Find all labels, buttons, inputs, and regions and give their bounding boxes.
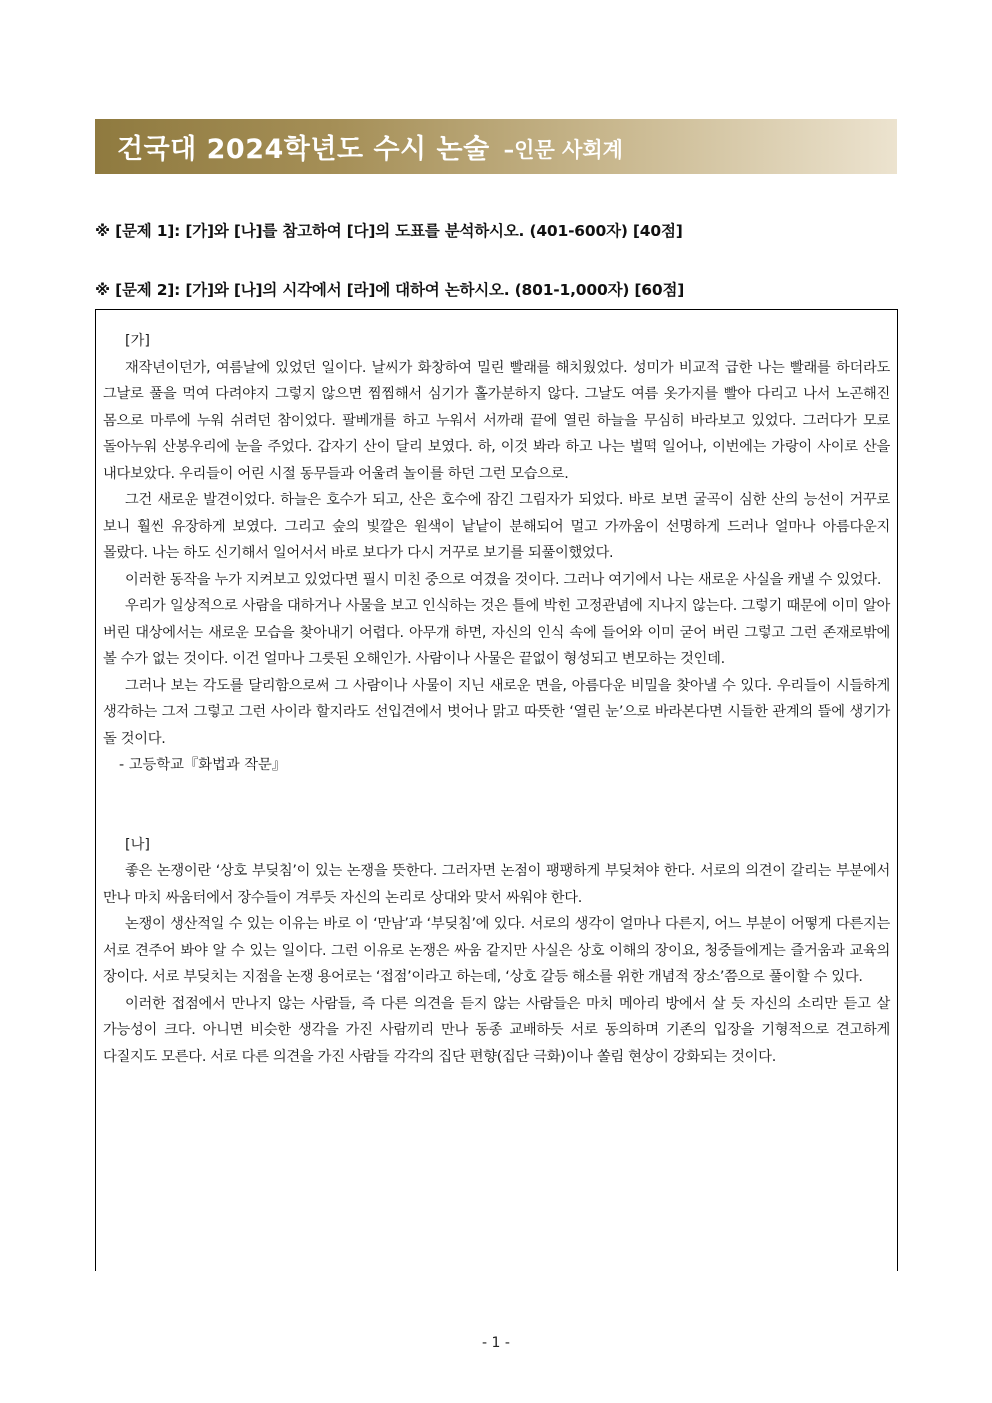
passage-ga-paragraph: 그러나 보는 각도를 달리함으로써 그 사람이나 사물이 지닌 새로운 면을, 아름다운 비밀을 찾아낼 수 있다. 우리들이 시들하게 생각하는 그저 그렇고 그런 사이라 할지라도 선입견에서 벗어나 맑고 따뜻한 ‘열린 눈’으로 바라본다면 시들한 관계의 뜰에 생기가 돌 것이다.	[103, 677, 890, 747]
document-title: 건국대 2024학년도 수시 논술	[117, 134, 490, 165]
passage-content	[103, 328, 890, 1070]
question-2: ※ [문제 2]: [가]와 [나]의 시각에서 [라]에 대하여 논하시오. (801-1,000자) [60점]	[95, 281, 685, 299]
section-gap	[103, 779, 890, 832]
passage-ga-paragraph: 우리가 일상적으로 사람을 대하거나 사물을 보고 인식하는 것은 틀에 박힌 고정관념에 지나지 않는다. 그렇기 때문에 이미 알아 버린 대상에서는 새로운 모습을 찾아내기 어렵다. 아무개 하면, 자신의 인식 속에 들어와 이미 굳어 버린 그렇고 그런 존재로밖에 볼 수가 없는 것이다. 이건 얼마나 그릇된 오해인가. 사람이나 사물은 끝없이 형성되고 변모하는 것인데.	[103, 598, 890, 667]
passage-na-label: [나]	[125, 836, 150, 853]
title-banner	[95, 119, 897, 174]
passage-na-paragraph: 이러한 접점에서 만나지 않는 사람들, 즉 다른 의견을 듣지 않는 사람들은 마치 메아리 방에서 살 듯 자신의 소리만 듣고 살 가능성이 크다. 아니면 비슷한 생각을 가진 사람끼리 만나 동종 교배하듯 서로 동의하며 기존의 입장을 기형적으로 견고하게 다질지도 모른다. 서로 다른 의견을 가진 사람들 각각의 집단 편향(집단 극화)이나 쏠림 현상이 강화되는 것이다.	[103, 995, 890, 1065]
passage-na-paragraph: 논쟁이 생산적일 수 있는 이유는 바로 이 ‘만남’과 ‘부딪침’에 있다. 서로의 생각이 얼마나 다른지, 어느 부분이 어떻게 다른지는 서로 견주어 봐야 알 수 있는 일이다. 그런 이유로 논쟁은 싸움 같지만 사실은 상호 이해의 장이요, 청중들에게는 즐거움과 교육의 장이다. 서로 부딪치는 지점을 논쟁 용어로는 ‘접점’이라고 하는데, ‘상호 갈등 해소를 위한 개념적 장소’쯤으로 풀이할 수 있다.	[103, 916, 890, 985]
passage-ga-label: [가]	[125, 333, 150, 349]
passage-na-paragraph: 좋은 논쟁이란 ‘상호 부딪침’이 있는 논쟁을 뜻한다. 그러자면 논점이 팽팽하게 부딪쳐야 한다. 서로의 의견이 갈리는 부분에서 만나 마치 싸움터에서 장수들이 겨루듯 자신의 논리로 상대와 맞서 싸워야 한다.	[103, 863, 890, 906]
question-1: ※ [문제 1]: [가]와 [나]를 참고하여 [다]의 도표를 분석하시오. (401-600자) [40점]	[95, 222, 683, 240]
passage-box	[95, 309, 898, 1271]
passage-ga-paragraph: 그건 새로운 발견이었다. 하늘은 호수가 되고, 산은 호수에 잠긴 그림자가 되었다. 바로 보면 굴곡이 심한 산의 능선이 거꾸로 보니 훨씬 유장하게 보였다. 그리고 숲의 빛깔은 원색이 낱낱이 분해되어 멀고 가까움이 선명하게 드러나 얼마나 아름다운지 몰랐다. 나는 하도 신기해서 일어서서 바로 보다가 다시 거꾸로 보기를 되풀이했었다.	[103, 492, 890, 561]
document-subtitle: –인문 사회계	[503, 137, 623, 162]
passage-ga-source: - 고등학교『화법과 작문』	[119, 757, 287, 773]
page-number: - 1 -	[482, 1335, 510, 1351]
passage-ga-paragraph: 이러한 동작을 누가 지켜보고 있었다면 필시 미친 중으로 여겼을 것이다. 그러나 여기에서 나는 새로운 사실을 캐낼 수 있었다.	[125, 571, 882, 588]
passage-ga-paragraph: 재작년이던가, 여름날에 있었던 일이다. 날씨가 화창하여 밀린 빨래를 해치웠었다. 성미가 비교적 급한 나는 빨래를 하더라도 그날로 풀을 먹여 다려야지 그렇지 않으면 찜찜해서 심기가 홀가분하지 않다. 그날도 여름 옷가지를 빨아 다리고 나서 노곤해진 몸으로 마루에 누워 쉬려던 참이었다. 팔베개를 하고 누워서 서까래 끝에 열린 하늘을 무심히 바라보고 있었다. 그러다가 모로 돌아누워 산봉우리에 눈을 주었다. 갑자기 산이 달리 보였다. 하, 이것 봐라 하고 나는 벌떡 일어나, 이번에는 가랑이 사이로 산을 내다보았다. 우리들이 어린 시절 동무들과 어울려 놀이를 하던 그런 모습으로.	[103, 359, 890, 482]
